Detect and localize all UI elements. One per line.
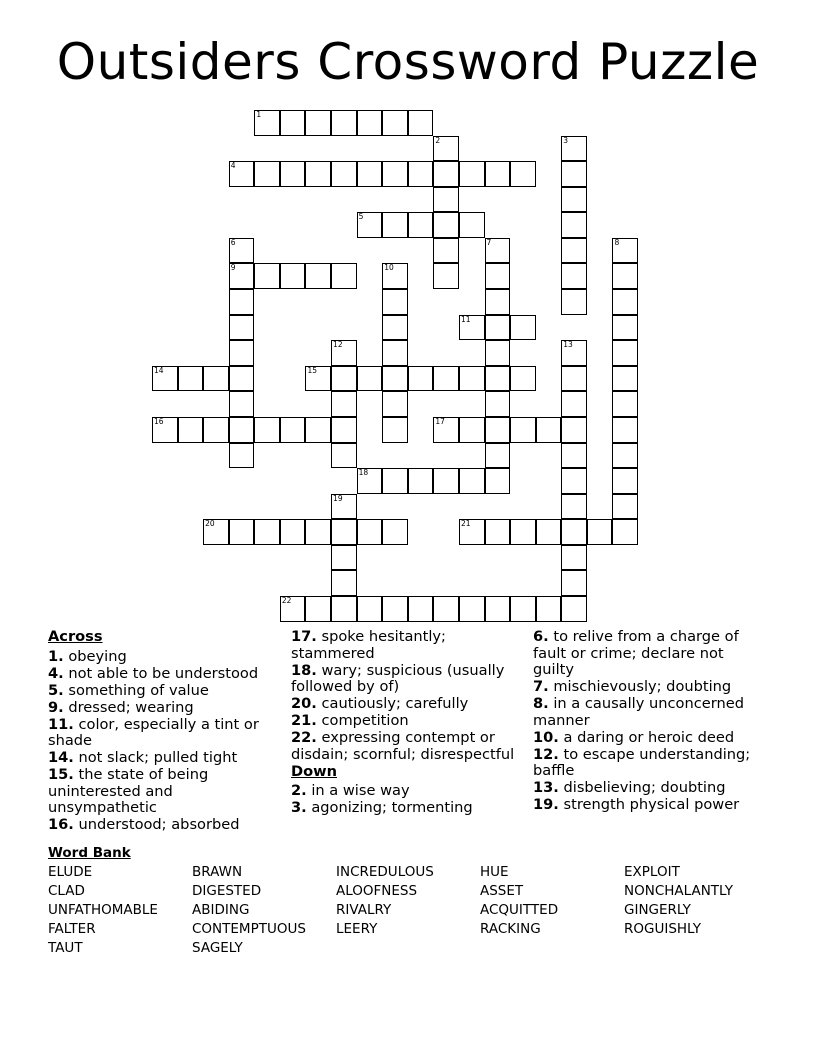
grid-cell[interactable] [561, 161, 587, 187]
grid-cell[interactable] [203, 519, 229, 545]
grid-cell[interactable] [408, 366, 434, 392]
grid-cell[interactable] [382, 289, 408, 315]
word-bank-column [336, 863, 434, 939]
grid-cell[interactable] [561, 545, 587, 571]
clue-number: 1. [48, 647, 64, 665]
clue-number: 14. [48, 749, 74, 767]
word-bank-word: CLAD [48, 883, 85, 899]
grid-cell[interactable] [229, 417, 255, 443]
clue-number: 17. [291, 628, 317, 645]
across-heading: Across [48, 628, 103, 645]
clue-number: 11. [48, 715, 74, 733]
grid-cell[interactable] [331, 417, 357, 443]
grid-cell[interactable] [254, 263, 280, 289]
word-bank-word: ABIDING [192, 902, 250, 918]
word-bank-word: FALTER [48, 921, 96, 937]
grid-cell[interactable] [408, 161, 434, 187]
grid-cell[interactable] [485, 391, 511, 417]
clue [48, 767, 276, 817]
clue-number: 13. [533, 779, 559, 797]
word-bank-word: ASSET [480, 883, 524, 899]
clue-number: 7. [533, 678, 549, 696]
clue-number: 2 [435, 135, 441, 145]
grid-cell[interactable] [382, 263, 408, 289]
grid-cell[interactable] [561, 417, 587, 443]
grid-cell[interactable] [152, 417, 178, 443]
grid-cell[interactable] [587, 519, 613, 545]
clue-number: 13 [563, 340, 573, 350]
grid-cell[interactable] [331, 263, 357, 289]
clue-number: 19 [333, 493, 343, 503]
grid-cell[interactable] [305, 161, 331, 187]
grid-cell[interactable] [305, 366, 331, 392]
grid-cell[interactable] [331, 570, 357, 596]
grid-cell[interactable] [229, 340, 255, 366]
grid-cell[interactable] [305, 417, 331, 443]
clue-text: to relive from a charge of fault or crime; declare not guilty [533, 628, 739, 679]
grid-cell[interactable] [561, 391, 587, 417]
grid-cell[interactable] [612, 417, 638, 443]
clue-text: understood; absorbed [73, 816, 240, 834]
grid-cell[interactable] [536, 519, 562, 545]
clue [48, 717, 276, 750]
clues-column-1 [48, 629, 276, 834]
grid-cell[interactable] [408, 110, 434, 136]
clue-number: 20. [291, 695, 317, 713]
grid-cell[interactable] [485, 417, 511, 443]
grid-cell[interactable] [561, 263, 587, 289]
clue [48, 817, 276, 834]
grid-cell[interactable] [331, 110, 357, 136]
grid-cell[interactable] [561, 238, 587, 264]
clue-number: 7 [486, 237, 492, 247]
word-bank-word: EXPLOIT [624, 864, 680, 880]
clue [533, 747, 765, 780]
grid-cell[interactable] [408, 468, 434, 494]
grid-cell[interactable] [357, 596, 383, 622]
clue [291, 783, 523, 800]
clue-text: color, especially a tint or shade [48, 715, 259, 750]
grid-cell[interactable] [612, 519, 638, 545]
grid-cell[interactable] [561, 289, 587, 315]
grid-cell[interactable] [561, 468, 587, 494]
grid-cell[interactable] [485, 161, 511, 187]
clue-number: 10. [533, 728, 559, 746]
grid-cell[interactable] [561, 136, 587, 162]
grid-cell[interactable] [485, 263, 511, 289]
grid-cell[interactable] [229, 443, 255, 469]
grid-cell[interactable] [382, 519, 408, 545]
word-bank-word: ACQUITTED [480, 902, 559, 918]
grid-cell[interactable] [331, 391, 357, 417]
clue-text: the state of being uninterested and unsympathetic [48, 766, 209, 817]
grid-cell[interactable] [510, 417, 536, 443]
grid-cell[interactable] [510, 519, 536, 545]
clue-number: 22. [291, 729, 317, 747]
clue-text: wary; suspicious (usually followed by of) [291, 661, 505, 696]
word-bank-word: DIGESTED [192, 883, 262, 899]
clues-column-3 [533, 629, 765, 814]
clue-text: strength physical power [558, 796, 740, 814]
clue-number: 16. [48, 816, 74, 834]
word-bank-column [192, 863, 306, 958]
grid-cell[interactable] [178, 366, 204, 392]
clue-number: 9 [230, 263, 236, 273]
grid-cell[interactable] [331, 596, 357, 622]
grid-cell[interactable] [254, 519, 280, 545]
grid-cell[interactable] [331, 340, 357, 366]
grid-cell[interactable] [280, 263, 306, 289]
grid-cell[interactable] [433, 468, 459, 494]
grid-cell[interactable] [433, 263, 459, 289]
word-bank-word: HUE [480, 864, 509, 880]
clue-number: 3. [291, 799, 307, 817]
clue [533, 696, 765, 729]
clue-text: a daring or heroic deed [558, 728, 735, 746]
grid-cell[interactable] [561, 340, 587, 366]
clue-number: 4. [48, 664, 64, 682]
clue-text: dressed; wearing [63, 698, 194, 716]
grid-cell[interactable] [433, 136, 459, 162]
grid-cell[interactable] [612, 315, 638, 341]
grid-cell[interactable] [433, 161, 459, 187]
grid-cell[interactable] [612, 340, 638, 366]
word-bank-word: ROGUISHLY [624, 921, 702, 937]
grid-cell[interactable] [459, 212, 485, 238]
grid-cell[interactable] [280, 161, 306, 187]
clue-number: 2. [291, 782, 307, 800]
clues-column-2 [291, 629, 523, 817]
clue [48, 666, 276, 683]
grid-cell[interactable] [280, 596, 306, 622]
clue [533, 730, 765, 747]
clue [48, 700, 276, 717]
grid-cell[interactable] [357, 161, 383, 187]
grid-cell[interactable] [612, 289, 638, 315]
grid-cell[interactable] [229, 391, 255, 417]
grid-cell[interactable] [510, 161, 536, 187]
grid-cell[interactable] [382, 417, 408, 443]
grid-cell[interactable] [305, 519, 331, 545]
grid-cell[interactable] [382, 110, 408, 136]
clue-number: 10 [384, 263, 394, 273]
clue-number: 22 [281, 596, 292, 606]
grid-cell[interactable] [178, 417, 204, 443]
clue [48, 683, 276, 700]
clue-number: 21 [460, 519, 471, 529]
clue-number: 5 [358, 212, 364, 222]
grid-cell[interactable] [536, 596, 562, 622]
clue-text: in a wise way [306, 782, 410, 800]
clue-text: agonizing; tormenting [306, 799, 473, 817]
grid-cell[interactable] [382, 161, 408, 187]
grid-cell[interactable] [254, 161, 280, 187]
grid-cell[interactable] [382, 315, 408, 341]
clue-number: 8 [614, 237, 620, 247]
grid-cell[interactable] [331, 519, 357, 545]
grid-cell[interactable] [433, 187, 459, 213]
word-bank-word: BRAWN [192, 864, 243, 880]
clue [533, 629, 765, 679]
clue-number: 12. [533, 745, 559, 763]
clue-text: spoke hesitantly; stammered [291, 628, 446, 662]
word-bank-word: GINGERLY [624, 902, 691, 918]
clue-number: 6 [230, 237, 236, 247]
clue-text: in a causally unconcerned manner [533, 695, 744, 729]
grid-cell[interactable] [485, 596, 511, 622]
clue-text: expressing contempt or disdain; scornful; disrespectful [291, 729, 515, 763]
word-bank-column [480, 863, 558, 939]
clue-number: 18. [291, 661, 317, 679]
grid-cell[interactable] [561, 212, 587, 238]
clue [291, 730, 523, 763]
grid-cell[interactable] [229, 289, 255, 315]
grid-cell[interactable] [561, 187, 587, 213]
clue-text: competition [316, 712, 409, 730]
grid-cell[interactable] [433, 366, 459, 392]
grid-cell[interactable] [561, 443, 587, 469]
clue [291, 713, 523, 730]
grid-cell[interactable] [229, 315, 255, 341]
down-heading: Down [291, 762, 338, 780]
clue-text: obeying [63, 647, 127, 665]
grid-cell[interactable] [229, 366, 255, 392]
clue-number: 11 [460, 314, 471, 324]
clue-number: 18 [358, 468, 369, 478]
clue-number: 8. [533, 695, 549, 713]
grid-cell[interactable] [357, 110, 383, 136]
clue [48, 649, 276, 666]
grid-cell[interactable] [305, 263, 331, 289]
grid-cell[interactable] [612, 391, 638, 417]
grid-cell[interactable] [510, 596, 536, 622]
clue-text: not able to be understood [63, 664, 259, 682]
word-bank-word: ELUDE [48, 864, 93, 880]
grid-cell[interactable] [280, 417, 306, 443]
clue [48, 750, 276, 767]
grid-cell[interactable] [561, 596, 587, 622]
grid-cell[interactable] [433, 212, 459, 238]
clue-number: 4 [230, 161, 236, 171]
grid-cell[interactable] [408, 212, 434, 238]
grid-cell[interactable] [331, 443, 357, 469]
grid-cell[interactable] [510, 315, 536, 341]
word-bank-word: LEERY [336, 921, 378, 937]
grid-cell[interactable] [331, 366, 357, 392]
grid-cell[interactable] [612, 468, 638, 494]
grid-cell[interactable] [433, 596, 459, 622]
clue-number: 21. [291, 712, 317, 730]
clue-number: 17 [435, 416, 445, 426]
word-bank-word: TAUT [48, 940, 83, 956]
word-bank-word: NONCHALANTLY [624, 883, 734, 899]
clue [533, 797, 765, 814]
clue-number: 3 [563, 135, 569, 145]
grid-cell[interactable] [485, 238, 511, 264]
clue-number: 12 [333, 340, 343, 350]
word-bank-word: RIVALRY [336, 902, 392, 918]
grid-cell[interactable] [382, 340, 408, 366]
grid-cell[interactable] [305, 110, 331, 136]
grid-cell[interactable] [485, 519, 511, 545]
grid-cell[interactable] [485, 340, 511, 366]
grid-cell[interactable] [229, 238, 255, 264]
clue-text: something of value [63, 681, 209, 699]
clue-number: 5. [48, 681, 64, 699]
clue [533, 780, 765, 797]
clue-text: mischievously; doubting [548, 678, 732, 696]
grid-cell[interactable] [280, 519, 306, 545]
grid-cell[interactable] [357, 468, 383, 494]
grid-cell[interactable] [433, 238, 459, 264]
grid-cell[interactable] [331, 161, 357, 187]
grid-cell[interactable] [203, 417, 229, 443]
grid-cell[interactable] [229, 519, 255, 545]
grid-cell[interactable] [152, 366, 178, 392]
clue [291, 696, 523, 713]
puzzle-title: Outsiders Crossword Puzzle [56, 33, 760, 91]
grid-cell[interactable] [612, 238, 638, 264]
grid-cell[interactable] [459, 315, 485, 341]
grid-cell[interactable] [612, 494, 638, 520]
grid-cell[interactable] [612, 263, 638, 289]
clue [291, 800, 523, 817]
word-bank-word: INCREDULOUS [336, 864, 434, 880]
clue-text: not slack; pulled tight [73, 749, 238, 767]
word-bank-column [48, 863, 158, 958]
grid-cell[interactable] [485, 289, 511, 315]
clue-number: 16 [154, 416, 164, 426]
clue-text: cautiously; carefully [316, 695, 469, 713]
grid-cell[interactable] [561, 519, 587, 545]
clue-text: disbelieving; doubting [558, 779, 726, 797]
clue-number: 6. [533, 628, 549, 645]
grid-cell[interactable] [357, 366, 383, 392]
clue-number: 1 [256, 110, 262, 119]
grid-cell[interactable] [305, 596, 331, 622]
word-bank-word: SAGELY [192, 940, 243, 956]
grid-cell[interactable] [459, 596, 485, 622]
clue-number: 20 [205, 519, 215, 529]
grid-cell[interactable] [485, 315, 511, 341]
grid-cell[interactable] [459, 417, 485, 443]
grid-cell[interactable] [485, 443, 511, 469]
grid-cell[interactable] [536, 417, 562, 443]
grid-cell[interactable] [459, 468, 485, 494]
word-bank-title: Word Bank [48, 845, 131, 861]
grid-cell[interactable] [357, 212, 383, 238]
word-bank-word: CONTEMPTUOUS [192, 921, 306, 937]
clue [291, 629, 523, 662]
grid-cell[interactable] [382, 468, 408, 494]
clue [533, 679, 765, 696]
word-bank-word: ALOOFNESS [336, 883, 418, 899]
clue-number: 14 [154, 365, 164, 375]
grid-cell[interactable] [229, 263, 255, 289]
word-bank-column [624, 863, 733, 939]
grid-cell[interactable] [382, 212, 408, 238]
grid-cell[interactable] [331, 494, 357, 520]
grid-cell[interactable] [612, 366, 638, 392]
grid-cell[interactable] [254, 110, 280, 136]
grid-cell[interactable] [459, 161, 485, 187]
word-bank-word: UNFATHOMABLE [48, 902, 158, 918]
grid-cell[interactable] [561, 494, 587, 520]
grid-cell[interactable] [561, 366, 587, 392]
grid-cell[interactable] [280, 110, 306, 136]
grid-cell[interactable] [485, 468, 511, 494]
grid-cell[interactable] [382, 596, 408, 622]
grid-cell[interactable] [485, 366, 511, 392]
grid-cell[interactable] [229, 161, 255, 187]
grid-cell[interactable] [612, 443, 638, 469]
grid-cell[interactable] [433, 417, 459, 443]
grid-cell[interactable] [510, 366, 536, 392]
grid-cell[interactable] [408, 596, 434, 622]
clue-number: 15. [48, 766, 74, 784]
clue-number: 9. [48, 698, 64, 716]
grid-cell[interactable] [382, 391, 408, 417]
grid-cell[interactable] [459, 519, 485, 545]
grid-cell[interactable] [459, 366, 485, 392]
grid-cell[interactable] [203, 366, 229, 392]
grid-cell[interactable] [331, 545, 357, 571]
word-bank-word: RACKING [480, 921, 541, 937]
clue-text: to escape understanding; baffle [533, 745, 751, 780]
clue-number: 15 [307, 365, 318, 375]
clue-number: 19. [533, 796, 559, 814]
clue [291, 663, 523, 696]
grid-cell[interactable] [561, 570, 587, 596]
grid-cell[interactable] [254, 417, 280, 443]
grid-cell[interactable] [357, 519, 383, 545]
grid-cell[interactable] [382, 366, 408, 392]
